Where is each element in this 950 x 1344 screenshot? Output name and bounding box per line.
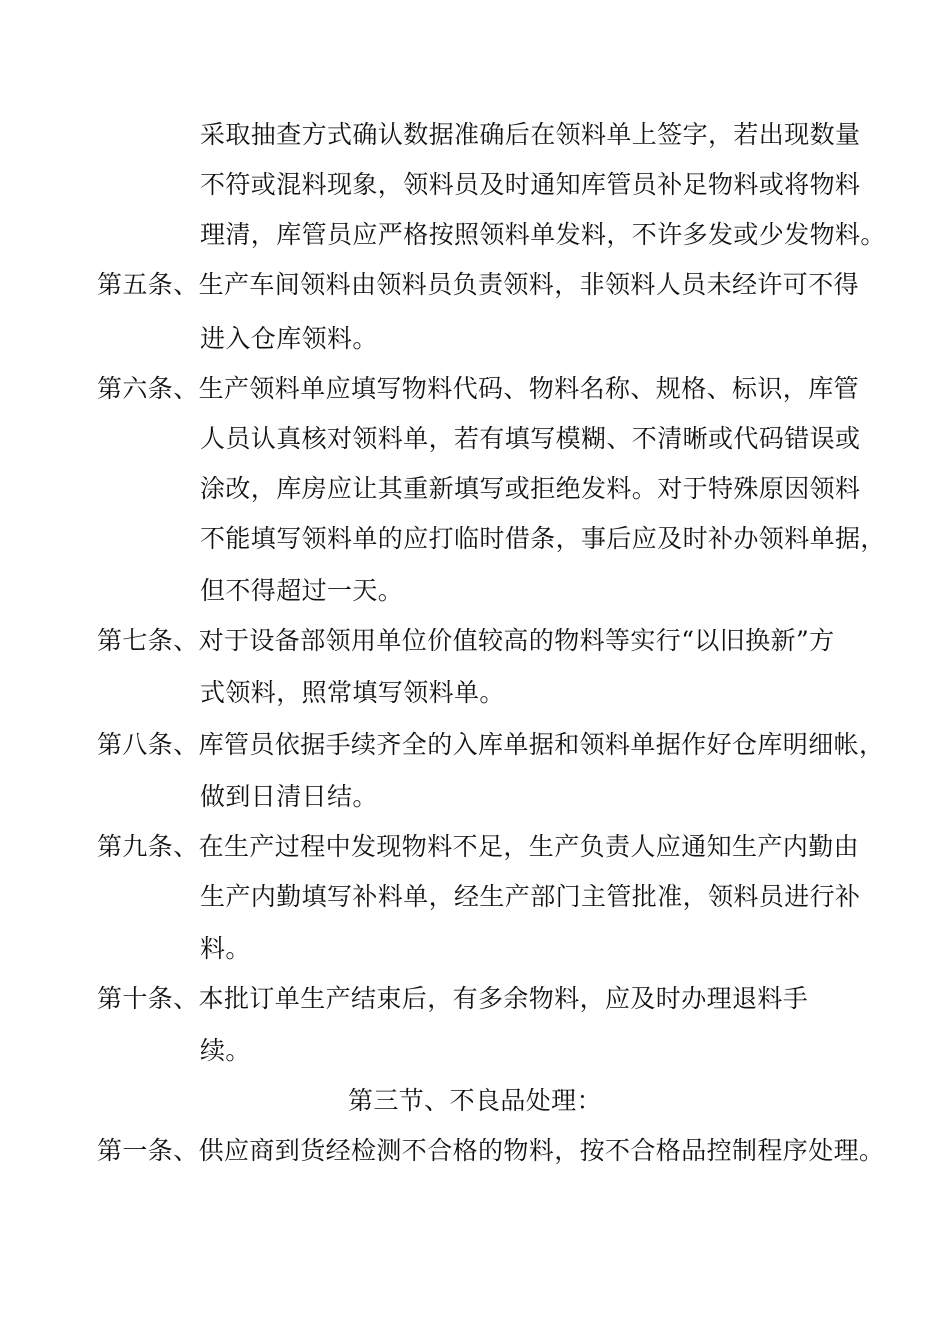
- article-10-line: 续。: [200, 1036, 251, 1065]
- article-7-line: 第七条、对于设备部领用单位价值较高的物料等实行“以旧换新”方: [97, 626, 835, 655]
- article-9-line: 生产内勤填写补料单，经生产部门主管批准，领料员进行补: [200, 882, 861, 911]
- article-8-line: 做到日清日结。: [200, 782, 378, 811]
- section-article-1-line: 第一条、供应商到货经检测不合格的物料，按不合格品控制程序处理。: [97, 1136, 885, 1165]
- article-6-line: 不能填写领料单的应打临时借条，事后应及时补办领料单据，: [200, 524, 886, 553]
- continuation-line: 理清，库管员应严格按照领料单发料，不许多发或少发物料。: [200, 220, 886, 249]
- article-6-line: 人员认真核对领料单，若有填写模糊、不清晰或代码错误或: [200, 424, 861, 453]
- article-8-line: 第八条、库管员依据手续齐全的入库单据和领料单据作好仓库明细帐，: [97, 730, 885, 759]
- article-6-line: 但不得超过一天。: [200, 576, 404, 605]
- article-6-line: 涂改，库房应让其重新填写或拒绝发料。对于特殊原因领料: [200, 474, 861, 503]
- continuation-line: 采取抽查方式确认数据准确后在领料单上签字，若出现数量: [200, 120, 861, 149]
- article-9-line: 第九条、在生产过程中发现物料不足，生产负责人应通知生产内勤由: [97, 832, 860, 861]
- article-10-line: 第十条、本批订单生产结束后，有多余物料，应及时办理退料手: [97, 984, 809, 1013]
- article-5-line: 进入仓库领料。: [200, 324, 378, 353]
- continuation-line: 不符或混料现象，领料员及时通知库管员补足物料或将物料: [200, 170, 861, 199]
- article-6-line: 第六条、生产领料单应填写物料代码、物料名称、规格、标识，库管: [97, 374, 860, 403]
- section-heading: 第三节、不良品处理：: [347, 1086, 602, 1115]
- article-5-line: 第五条、生产车间领料由领料员负责领料，非领料人员未经许可不得: [97, 270, 860, 299]
- article-7-line: 式领料，照常填写领料单。: [200, 678, 505, 707]
- article-9-line: 料。: [200, 934, 251, 963]
